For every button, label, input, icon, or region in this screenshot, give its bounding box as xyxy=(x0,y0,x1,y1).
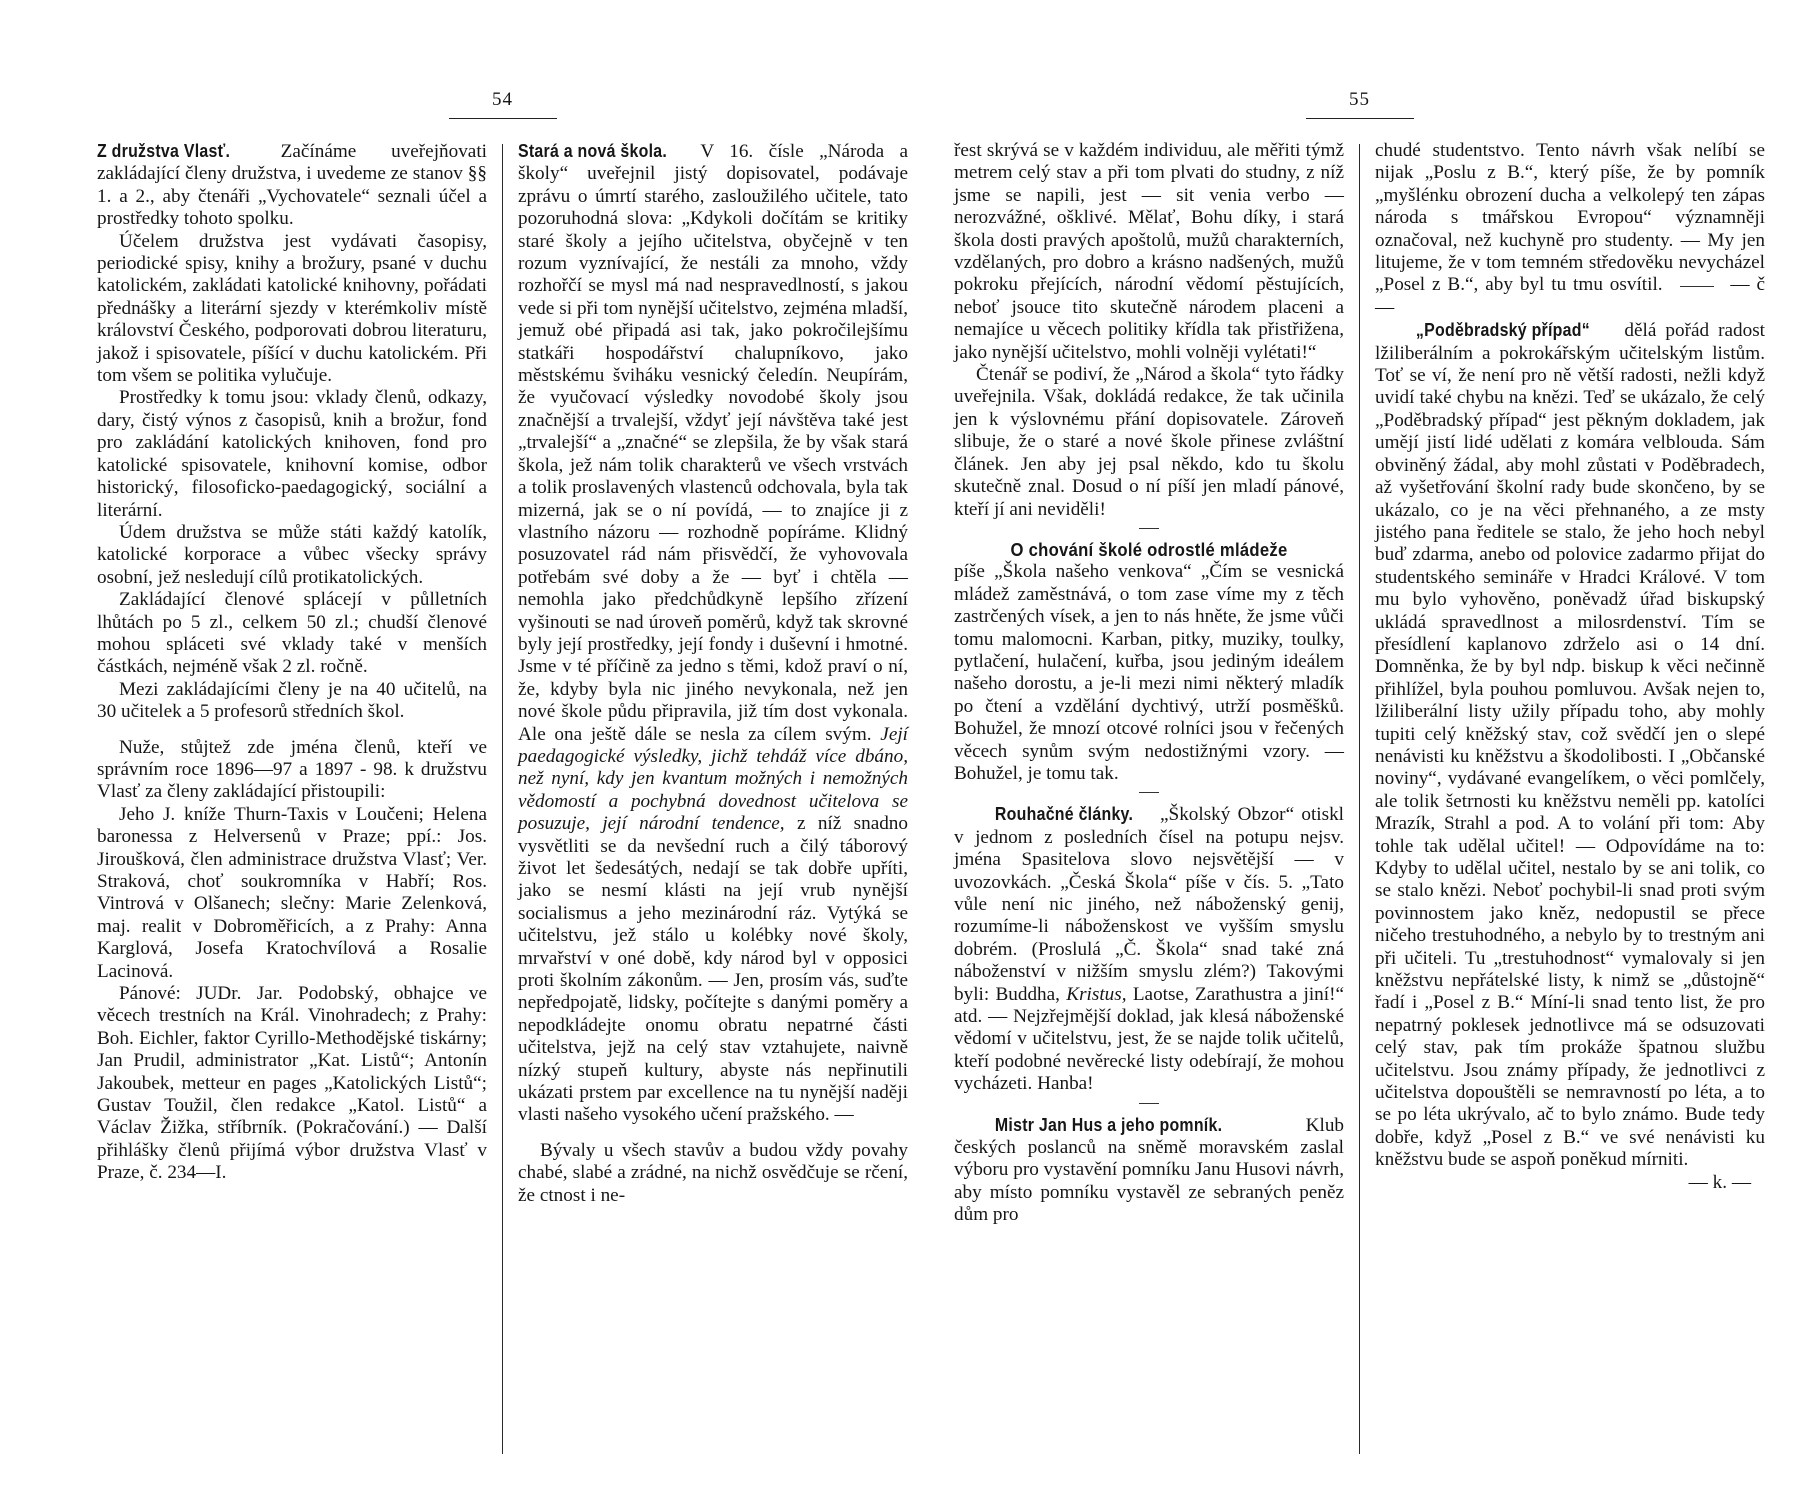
paragraph: Bývaly u všech stavův a budou vždy povahy chabé, slabé a zrádné, na nichž osvědčuje se rčení, že ctnost i ne- xyxy=(518,1139,908,1206)
right-page xyxy=(952,0,1767,1500)
column-rule xyxy=(1359,144,1360,1454)
paragraph: Čtenář se podiví, že „Národ a škola“ tyto řádky uveřejnila. Však, dokládá redakce, že tak učinila jen k výslovnému přání dopisovatele. Zároveň slibuje, že o staré a nové škole přinese zvláštní článek. Jen aby jej psal někdo, kdo tu školu skutečně znal. Dosud o ní píší jen mladí pánové, kteří jí ani neviděli! xyxy=(954,364,1344,520)
column-rule xyxy=(502,144,503,1454)
column-left-1 xyxy=(97,140,487,1185)
paragraph: Účelem družstva jest vydávati časopisy, periodické spisy, knihy a brožury, psané v duchu katolickém, zakládati katolické knihovny, pořádati přednášky a literární sjezdy v kterémkoliv místě království Českého, podporovati dobrou literaturu, jakož i spisovatele, píšící v duchu katolickém. Při tom všem se politika vylučuje. xyxy=(97,230,487,387)
paragraph: píše „Škola našeho venkova“ „Čím se vesnická mládež zaměstnává, o tom zase víme my z těch zastrčených vísek, a jen to nás hněte, že jsme vůči tomu malomocni. Karban, pitky, muziky, toulky, pytlačení, hulačení, kuřba, jsou jediným ideálem našeho dorostu, a je-li mezi nimi některý mladík po čtení a vzdělání dychtivý, utrží posměšků. Bohužel, že mnozí otcové rolníci jsou v řečených věcech synům svým nedostižnými vzory. — Bohužel, je tomu tak. xyxy=(954,561,1344,784)
article-heading: Z družstva Vlasť. xyxy=(97,140,231,161)
paragraph: Nuže, stůjtež zde jména členů, kteří ve správním roce 1896—97 a 1897 - 98. k družstvu Vlasť za členy zakládající přistoupili: xyxy=(97,736,487,803)
paragraph: Údem družstva se může státi každý katolík, katolické korporace a vůbec všecky správy osobní, jež nesledují cílů protikatolických. xyxy=(97,521,487,588)
article-rouhacne-clanky: Rouhačné články. „Školský Obzor“ otiskl v jednom z posledních čísel na potupu nejsv. jména Spasitelova slovo nejsvětější — v uvozovkách. „Česká Škola“ píše v čís. 5. „Tato vůle není nic jiného, než náboženský genij, rozumíme-li náboženskost ve vyšším smyslu dobrém. (Proslulá „Č. Škola“ snad také zná náboženství v nižším smyslu zlém?) Takovými byli: Buddha, Kristus, Laotse, Zarathustra a jiní!“ atd. — Nejzřejmější doklad, jak klesá náboženské vědomí v učitelstvu, jest, že se najde tolik učitelů, kteří podobné nevěrecké listy odebírají, že mohou vycházeti. Hanba! xyxy=(954,803,1345,1095)
paragraph: Jeho J. kníže Thurn-Taxis v Loučeni; Helena baronessa z Helversenů v Praze; ppí.: Jos. Jiroušková, člen administrace družstva Vlasť; Ver. Straková, choť soukromníka v Habří; Ros. Vintrová v Olšanech; slečny: Marie Zelenková, maj. realit v Dobroměřicích, a z Prahy: Anna Karglová, Josefa Kratochvílová a Rosalie Lacinová. xyxy=(97,803,487,982)
page-number-rule xyxy=(449,118,557,119)
article-druzstvo-vlast-lead: Z družstva Vlasť. Začínáme uveřejňovati zakládající členy družstva, i uvedeme ze stanov §§ 1. a 2., aby čtenáři „Vychovatele“ seznali účel a prostředky tohoto spolku. xyxy=(97,140,487,230)
paragraph: Zakládající členové splácejí v půlletních lhůtách po 5 zl., celkem 50 zl.; chudší členové mohou spláceti své vklady také v menších částkách, nejméně však 2 zl. ročně. xyxy=(97,589,487,678)
paragraph: Mezi zakládajícími členy je na 40 učitelů, na 30 učitelek a 5 profesorů středních škol. xyxy=(97,678,487,723)
article-jan-hus: Mistr Jan Hus a jeho pomník. Klub českých poslanců na sněmě moravském zaslal výboru pro vystavění pomníku Janu Husovi návrh, aby místo pomníku vystavěl ze sebraných peněz dům pro xyxy=(954,1113,1344,1226)
article-separator xyxy=(1139,792,1159,793)
column-left-2 xyxy=(518,140,908,1207)
article-podebradsky-pripad: „Poděbradský případ“ dělá pořád radost lžiliberálním a pokrokářským učitelským listům. Toť se ví, že není pro ně větší radosti, nežli když uvidí také chybu na knězi. Teď se ukázalo, že celý „Poděbradský případ“ jest pěkným dokladem, jak umějí jistí lidé udělati z komára velblouda. Sám obviněný žádal, aby mohl zůstati v Poděbradech, až vyšetřování školní rady bude skončeno, by se ukázalo, co je na věci přehnaného, a ze msty jistého pana ředitele se stalo, že jeho hoch nebyl buď zdarma, anebo od polovice zadarmo přijat do studentského semináře v Hradci Králové. V tom mu bylo vyhověno, poněvadž úřad biskupský ukládá spravedlnost a milosrdenství. Tím se přesídlení kaplanovo zdrželo asi o 14 dní. Domněnka, že by byl ndp. biskup k věci nečinně přihlížel, byla pouhou pomluvou. Avšak nejen to, lžiliberální listy užily případu toho, aby mohly tupiti celý kněžský stav, což svědčí jen o slepé nenávisti ku kněžstvu a škodolibosti. I „Občanské noviny“, vydávané evangelíkem, o věci pomlčely, ale tolik šetrnosti ku kněžstvu neměli pp. katolíci Mrazík, Strahl a pod. A to volání při tom: Aby tohle tak udělal učitel! — Odpovídáme na to: Kdyby to udělal učitel, nestalo by se ani tolik, co se stalo knězi. Neboť pochybil-li snad proti svým povinnostem jako kněz, nedopustil se přece ničeho trestuhodného, a nebylo by to trestným ani při učiteli. Tu „trestuhodnost“ vymalovaly si jen kněžstvu nepřátelské listy, k nimž se „důstojně“ řadí i „Posel z B.“ Míní-li snad tento list, že pro nepatrný poklesek jednotlivce má se odsuzovati celý stav, pak tím prokáže špatnou službu učitelstvu. Jsou známy případy, že jednotlivci z učitelstva dopouštěli se nemravností po léta, a to se po léta ukrývalo, ač to bylo známo. Bude tedy dobře, když „Posel z B.“ ve své nenávisti ku kněžstvu bude se aspoň poněkud mírniti. xyxy=(1375,319,1765,1171)
article-continuation: chudé studentstvo. Tento návrh však nelíbí se nijak „Poslu z B.“, který píše, že by pomník „myšlénku obrození ducha a velkolepý ten zápas národa s tmářskou Evropou“ významněji označoval, než kuchyně pro studenty. — My jen litujeme, že v tom temném středověku nevycházel „Posel z B.“, aby byl tu tmu osvítil. — č — xyxy=(1375,140,1766,318)
article-heading: „Poděbradský případ“ xyxy=(1415,319,1590,341)
page-number-rule xyxy=(1306,118,1414,119)
column-right-2 xyxy=(1375,140,1765,1194)
article-continuation: řest skrývá se v každém individuu, ale měřiti týmž metrem celý stav a při tom plvati do studny, z níž jsme se napili, jest — sit venia verbo — nerozvážné, ošklivé. Mělať, Bohu díky, i stará škola dosti pravých apoštolů, mužů charakterních, vzdělaných, pro dobro a krásno nadšených, mužů pokroku přejících, národní vědomí pěstujících, neboť jsouce tito skutečně národem placeni a nemajíce u věcech politiky křídla tak přistřižena, jako nynější učitelstvo, mohli volněji vylétati!“ xyxy=(954,140,1344,363)
page-number: 54 xyxy=(492,89,513,110)
signature: — č — xyxy=(1375,274,1766,318)
article-separator xyxy=(1680,286,1714,287)
signature: — k. — xyxy=(1688,1171,1751,1193)
article-heading: Stará a nová škola. xyxy=(518,140,668,161)
page-number: 55 xyxy=(1349,89,1370,110)
article-separator xyxy=(1139,528,1159,529)
left-page xyxy=(95,0,910,1500)
italic-passage: Její paedagogické výsledky, jichž tehdáž více dbáno, než nyní, kdy jen kvantum možných i nemožných vědomostí a pochybná dovednost učitelova se posuzuje, její národní tendence, xyxy=(518,723,908,835)
column-right-1 xyxy=(954,140,1344,1227)
paragraph: Pánové: JUDr. Jar. Podobský, obhajce ve věcech trestních na Král. Vinohradech; z Prahy: Boh. Eichler, faktor Cyrillo-Methodějské tiskárny; Jan Prudil, administrator „Kat. Listů“; Antonín Jakoubek, metteur en pages „Katolických Listů“; Gustav Toužil, člen redakce „Katol. Listů“ a Václav Žižka, stříbrník. (Pokračování.) — Další přihlášky členů přijímá výbor družstva Vlasť v Praze, č. 234—I. xyxy=(97,983,487,1184)
article-heading: O chování školé odrostlé mládeže xyxy=(1010,538,1288,560)
article-heading: Rouhačné články. xyxy=(994,803,1134,825)
article-separator xyxy=(1139,1103,1159,1104)
article-stara-nova-skola-lead: Stará a nová škola. V 16. čísle „Národa a školy“ uveřejnil jistý dopisovatel, podávaje zprávu o úmrtí starého, zasloužilého učitele, tato pozoruhodná slova: „Kdykoli dočítám se kritiky staré školy a jejího učitelstva, obyčejně v ten rozum vyznívající, že nestáli za mnoho, vždy rozhořčí se mysl má nad nespravedlností, s jakou vede si při tom nynější učitelstvo, zejména mladší, jemuž obé připadá asi tak, jako pokročilejšímu statkáři hospodářství chalupníkovo, jako městskému šviháku vesnický čeledín. Neupírám, že vyučovací výsledky novodobé školy jsou značnější a trvalejší, vždyť její návštěva také jest „trvalejší“ a „značné“ se zlepšila, že by však stará škola, jež nám tolik charakterů ve všech vrstvách a tolik proslavených vlastenců odchovala, byla tak mizerná, jak se o ní povídá, — to znajíce ji z vlastního názoru — rozhodně popíráme. Klidný posuzovatel rád nám přisvědčí, že vyhovovala potřebám své doby a že — byť i chtěla — nemohla jako předchůdkyně lepšího zřízení vyšinouti se nad úroveň poměrů, když tak skrovné byly její prostředky, její fondy i duševní i hmotné. Jsme v té příčině za jedno s těmi, kdož praví o ní, že, kdyby byla nic jiného nevykonala, než jen nové škole půdu připravila, již tím dost vykonala. Ale ona ještě dále se nesla za cílem svým. Její paedagogické výsledky, jichž tehdáž více dbáno, než nyní, kdy jen kvantum možných i nemožných vědomostí a pochybná dovednost učitelova se posuzuje, její národní tendence, z níž snadno vysvětliti se da nevšední ruch a čilý táborový život let šedesátých, nedají se tak dobře upříti, jako se nesmí klásti na její vrub nynější socialismus a jeho mezinárodní ráz. Vytýká se učitelstvu, jež stálo u kolébky nové školy, mrvařství v oné době, kdy národ byl v opposici proti školním zákonům. — Jen, prosím vás, suďte nepředpojatě, lidsky, počítejte s danými poměry a nepodkládejte onomu obratu nepatrné části učitelstva, jejž na celý stav vztahujete, naivně nízký stupeň kultury, abyste nás nepřinutili ukázati prstem par excellence na tu nynější naději vlasti našeho vysokého učení pražského. — xyxy=(518,140,908,1126)
article-heading: Mistr Jan Hus a jeho pomník. xyxy=(994,1113,1223,1135)
paragraph: Prostředky k tomu jsou: vklady členů, odkazy, dary, čistý výnos z časopisů, knih a brožur, fond pro zakládání katolických knihoven, fond pro katolické spisovatele, knihovní komise, odbor historický, filosoficko-paedagogický, sociální a literární. xyxy=(97,387,487,521)
